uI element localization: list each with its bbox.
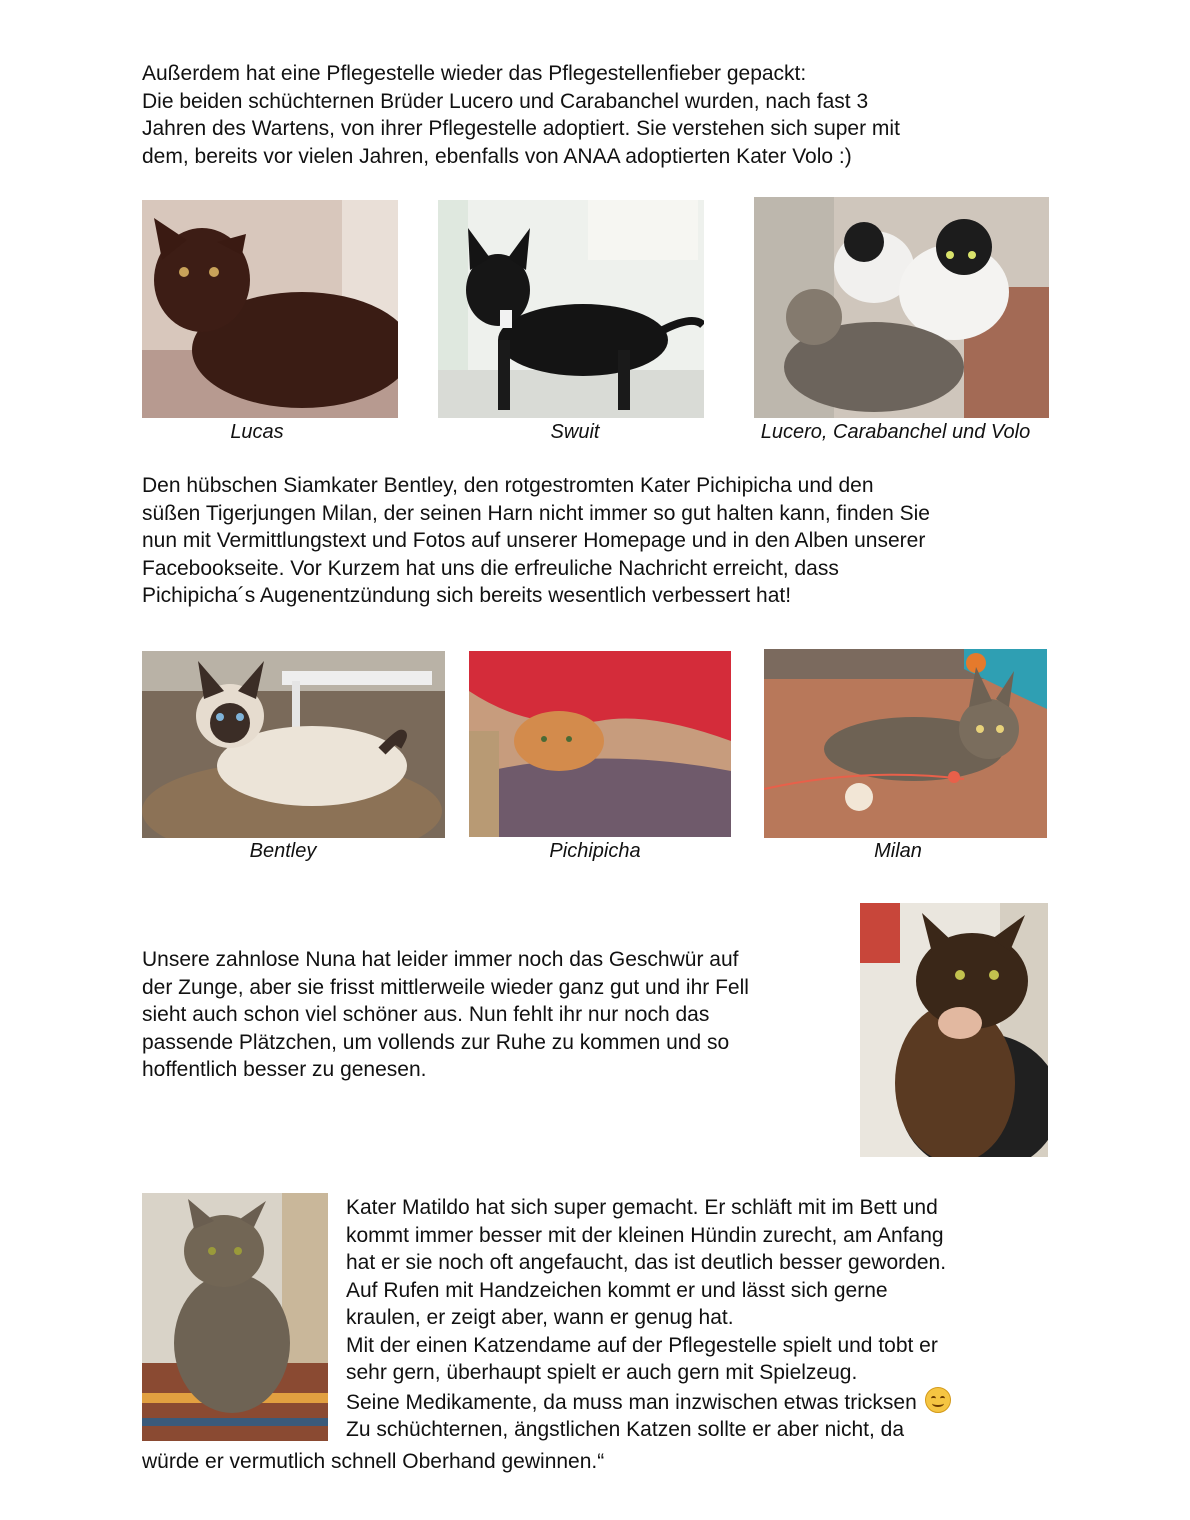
paragraph-line: Pichipicha´s Augenentzündung sich bereits wesentlich verbessert hat! — [142, 584, 792, 607]
paragraph-line: der Zunge, aber sie frisst mittlerweile wieder ganz gut und ihr Fell — [142, 975, 749, 999]
paragraph-line: kraulen, er zeigt aber, wann er genug hat. — [346, 1306, 734, 1329]
caption-bentley: Bentley — [249, 840, 317, 862]
paragraph-line: süßen Tigerjungen Milan, der seinen Harn nicht immer so gut halten kann, finden Sie — [142, 501, 930, 525]
paragraph-line-text: Seine Medikamente, da muss man inzwischen etwas tricksen — [346, 1390, 917, 1414]
photo-matildo — [142, 1193, 328, 1441]
caption-swuit: Swuit — [550, 421, 600, 443]
paragraph-line: hat er sie noch oft angefaucht, das ist deutlich besser geworden. — [346, 1251, 947, 1274]
photo-bentley — [142, 651, 445, 838]
paragraph-line: kommt immer besser mit der kleinen Hündin zurecht, am Anfang — [346, 1223, 944, 1247]
intro-paragraph — [142, 60, 900, 170]
paragraph-line: passende Plätzchen, um vollends zur Ruhe zu kommen und so — [142, 1030, 730, 1054]
intro-line: Außerdem hat eine Pflegestelle wieder das Pflegestellenfieber gepackt: — [142, 62, 807, 85]
paragraph-line: nun mit Vermittlungstext und Fotos auf unserer Homepage und in den Alben unserer — [142, 529, 926, 552]
paragraph-line: Mit der einen Katzendame auf der Pflegestelle spielt und tobt er — [346, 1333, 938, 1357]
paragraph-line: Den hübschen Siamkater Bentley, den rotgestromten Kater Pichipicha und den — [142, 474, 874, 497]
paragraph-matildo — [346, 1194, 951, 1444]
photo-lucero-carabanchel-volo — [754, 197, 1049, 418]
caption-lucas: Lucas — [230, 421, 284, 443]
paragraph-line-with-emoji — [346, 1387, 951, 1417]
caption-milan: Milan — [874, 840, 922, 862]
paragraph-line: Unsere zahnlose Nuna hat leider immer noch das Geschwür auf — [142, 948, 739, 971]
photo-pichipicha — [469, 651, 731, 837]
paragraph-nuna — [142, 946, 749, 1084]
paragraph-matildo-last-line — [142, 1448, 604, 1476]
paragraph-line: sieht auch schon viel schöner aus. Nun fehlt ihr nur noch das — [142, 1003, 710, 1026]
paragraph-line: Zu schüchternen, ängstlichen Katzen sollte er aber nicht, da — [346, 1418, 904, 1441]
caption-pichipicha: Pichipicha — [549, 840, 641, 862]
paragraph-line: würde er vermutlich schnell Oberhand gewinnen.“ — [142, 1450, 605, 1473]
intro-line: Die beiden schüchternen Brüder Lucero und Carabanchel wurden, nach fast 3 — [142, 89, 869, 113]
paragraph-line: sehr gern, überhaupt spielt er auch gern mit Spielzeug. — [346, 1361, 858, 1384]
paragraph-line: hoffentlich besser zu genesen. — [142, 1058, 427, 1081]
intro-line: Jahren des Wartens, von ihrer Pflegestelle adoptiert. Sie verstehen sich super mit — [142, 117, 900, 140]
paragraph-line: Facebookseite. Vor Kurzem hat uns die erfreuliche Nachricht erreicht, dass — [142, 556, 839, 580]
intro-line: dem, bereits vor vielen Jahren, ebenfalls von ANAA adoptierten Kater Volo :) — [142, 144, 852, 168]
paragraph-new-cats — [142, 472, 930, 610]
photo-milan — [764, 649, 1047, 838]
paragraph-line: Auf Rufen mit Handzeichen kommt er und lässt sich gerne — [346, 1278, 888, 1302]
photo-nuna — [860, 903, 1048, 1157]
photo-swuit — [438, 200, 704, 418]
smiling-face-icon — [925, 1387, 951, 1413]
paragraph-line: Kater Matildo hat sich super gemacht. Er schläft mit im Bett und — [346, 1196, 938, 1219]
caption-lucero-carabanchel-volo: Lucero, Carabanchel und Volo — [760, 421, 1031, 443]
photo-lucas — [142, 200, 398, 418]
